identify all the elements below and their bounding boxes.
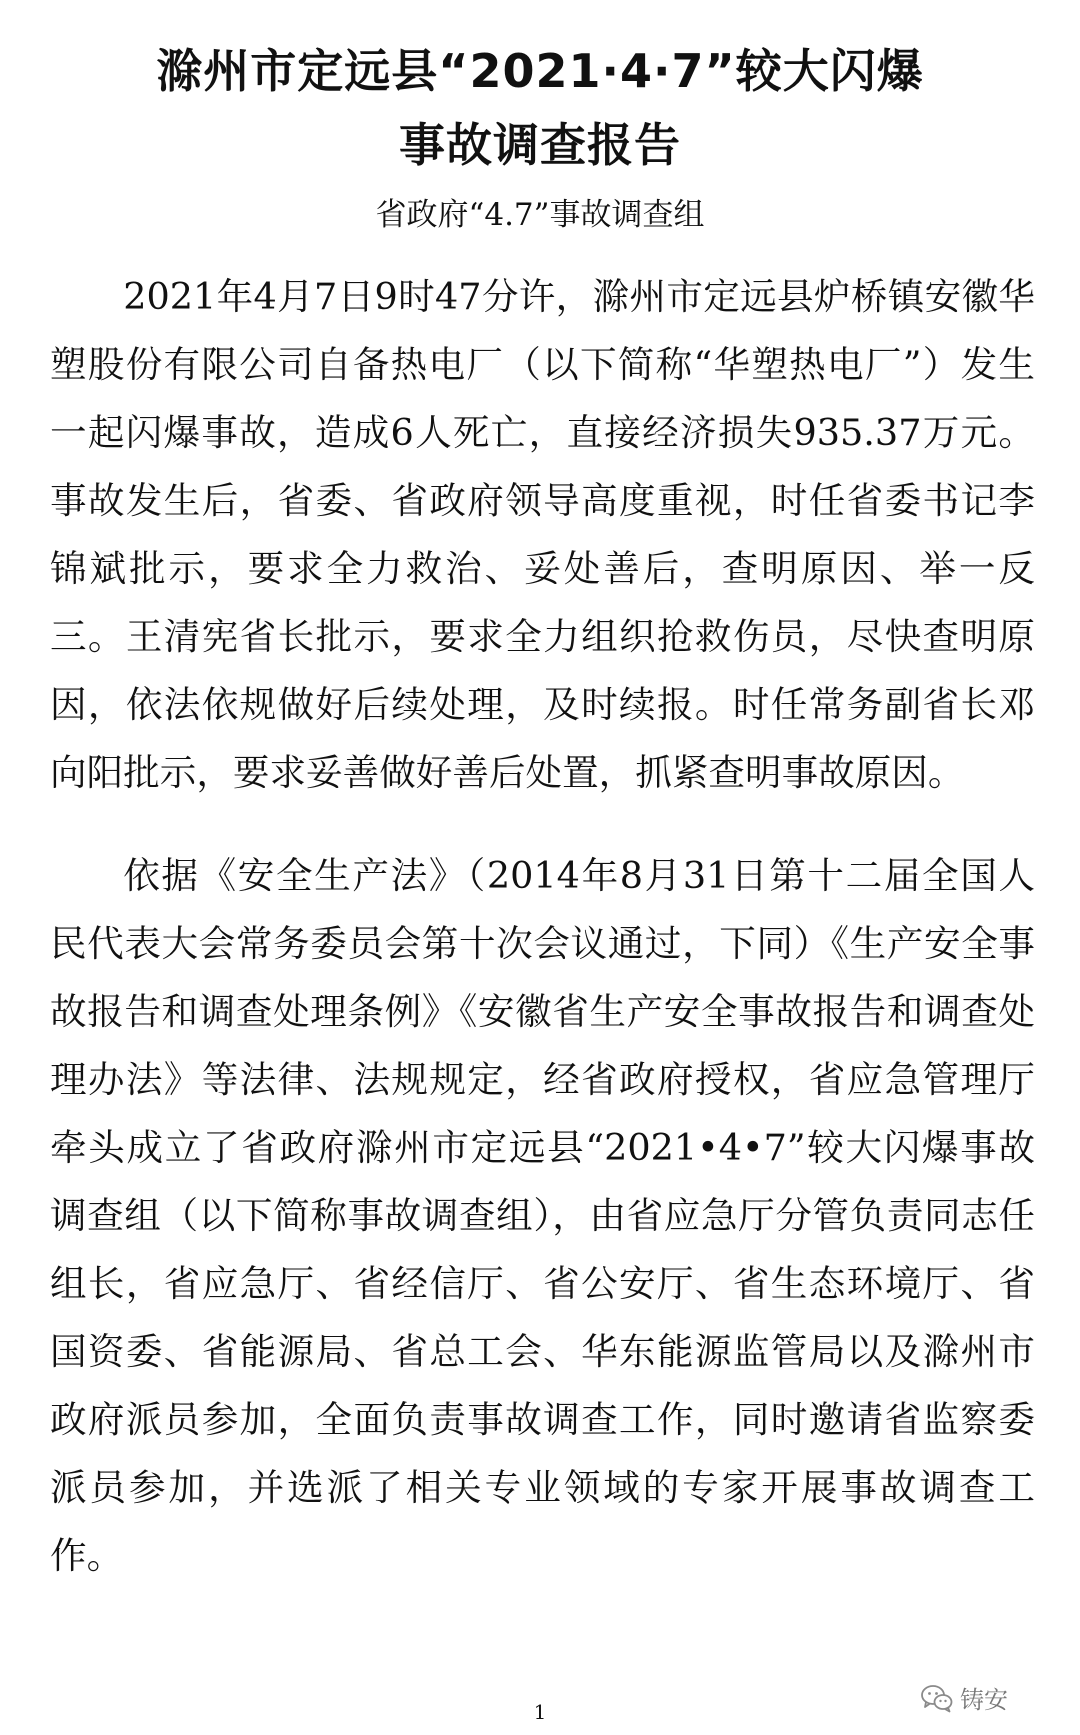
- report-title-line-1: 滁州市定远县“2021·4·7”较大闪爆: [156, 44, 924, 98]
- page-number: 1: [533, 1700, 547, 1724]
- body-paragraph-2: 依据《安全生产法》（2014年8月31日第十二届全国人民代表大会常务委员会第十次会议通过，下同）《生产安全事故报告和调查处理条例》《安徽省生产安全事故报告和调查处理办法》等法律、法规规定，经省政府授权，省应急管理厅牵头成立了省政府滁州市定远县“2021•4•7”较大闪爆事故调查组（以下简称事故调查组），由省应急厅分管负责同志任组长，省应急厅、省经信厅、省公安厅、省生态环境厅、省国资委、省能源局、省总工会、华东能源监管局以及滁州市政府派员参加，全面负责事故调查工作，同时邀请省监察委派员参加，并选派了相关专业领域的专家开展事故调查工作。: [50, 854, 1035, 1577]
- account-watermark: [920, 1680, 1008, 1715]
- report-title-line-2: 事故调查报告: [399, 118, 681, 172]
- wechat-icon: [920, 1683, 954, 1713]
- report-author: 省政府“4.7”事故调查组: [375, 197, 705, 233]
- watermark-text: 铸安: [960, 1686, 1008, 1714]
- body-paragraph-1: 2021年4月7日9时47分许，滁州市定远县炉桥镇安徽华塑股份有限公司自备热电厂（以下简称“华塑热电厂”）发生一起闪爆事故，造成6人死亡，直接经济损失935.37万元。事故发生后，省委、省政府领导高度重视，时任省委书记李锦斌批示，要求全力救治、妥处善后，查明原因、举一反三。王清宪省长批示，要求全力组织抢救伤员，尽快查明原因，依法依规做好后续处理，及时续报。时任常务副省长邓向阳批示，要求妥善做好善后处置，抓紧查明事故原因。: [50, 275, 1035, 794]
